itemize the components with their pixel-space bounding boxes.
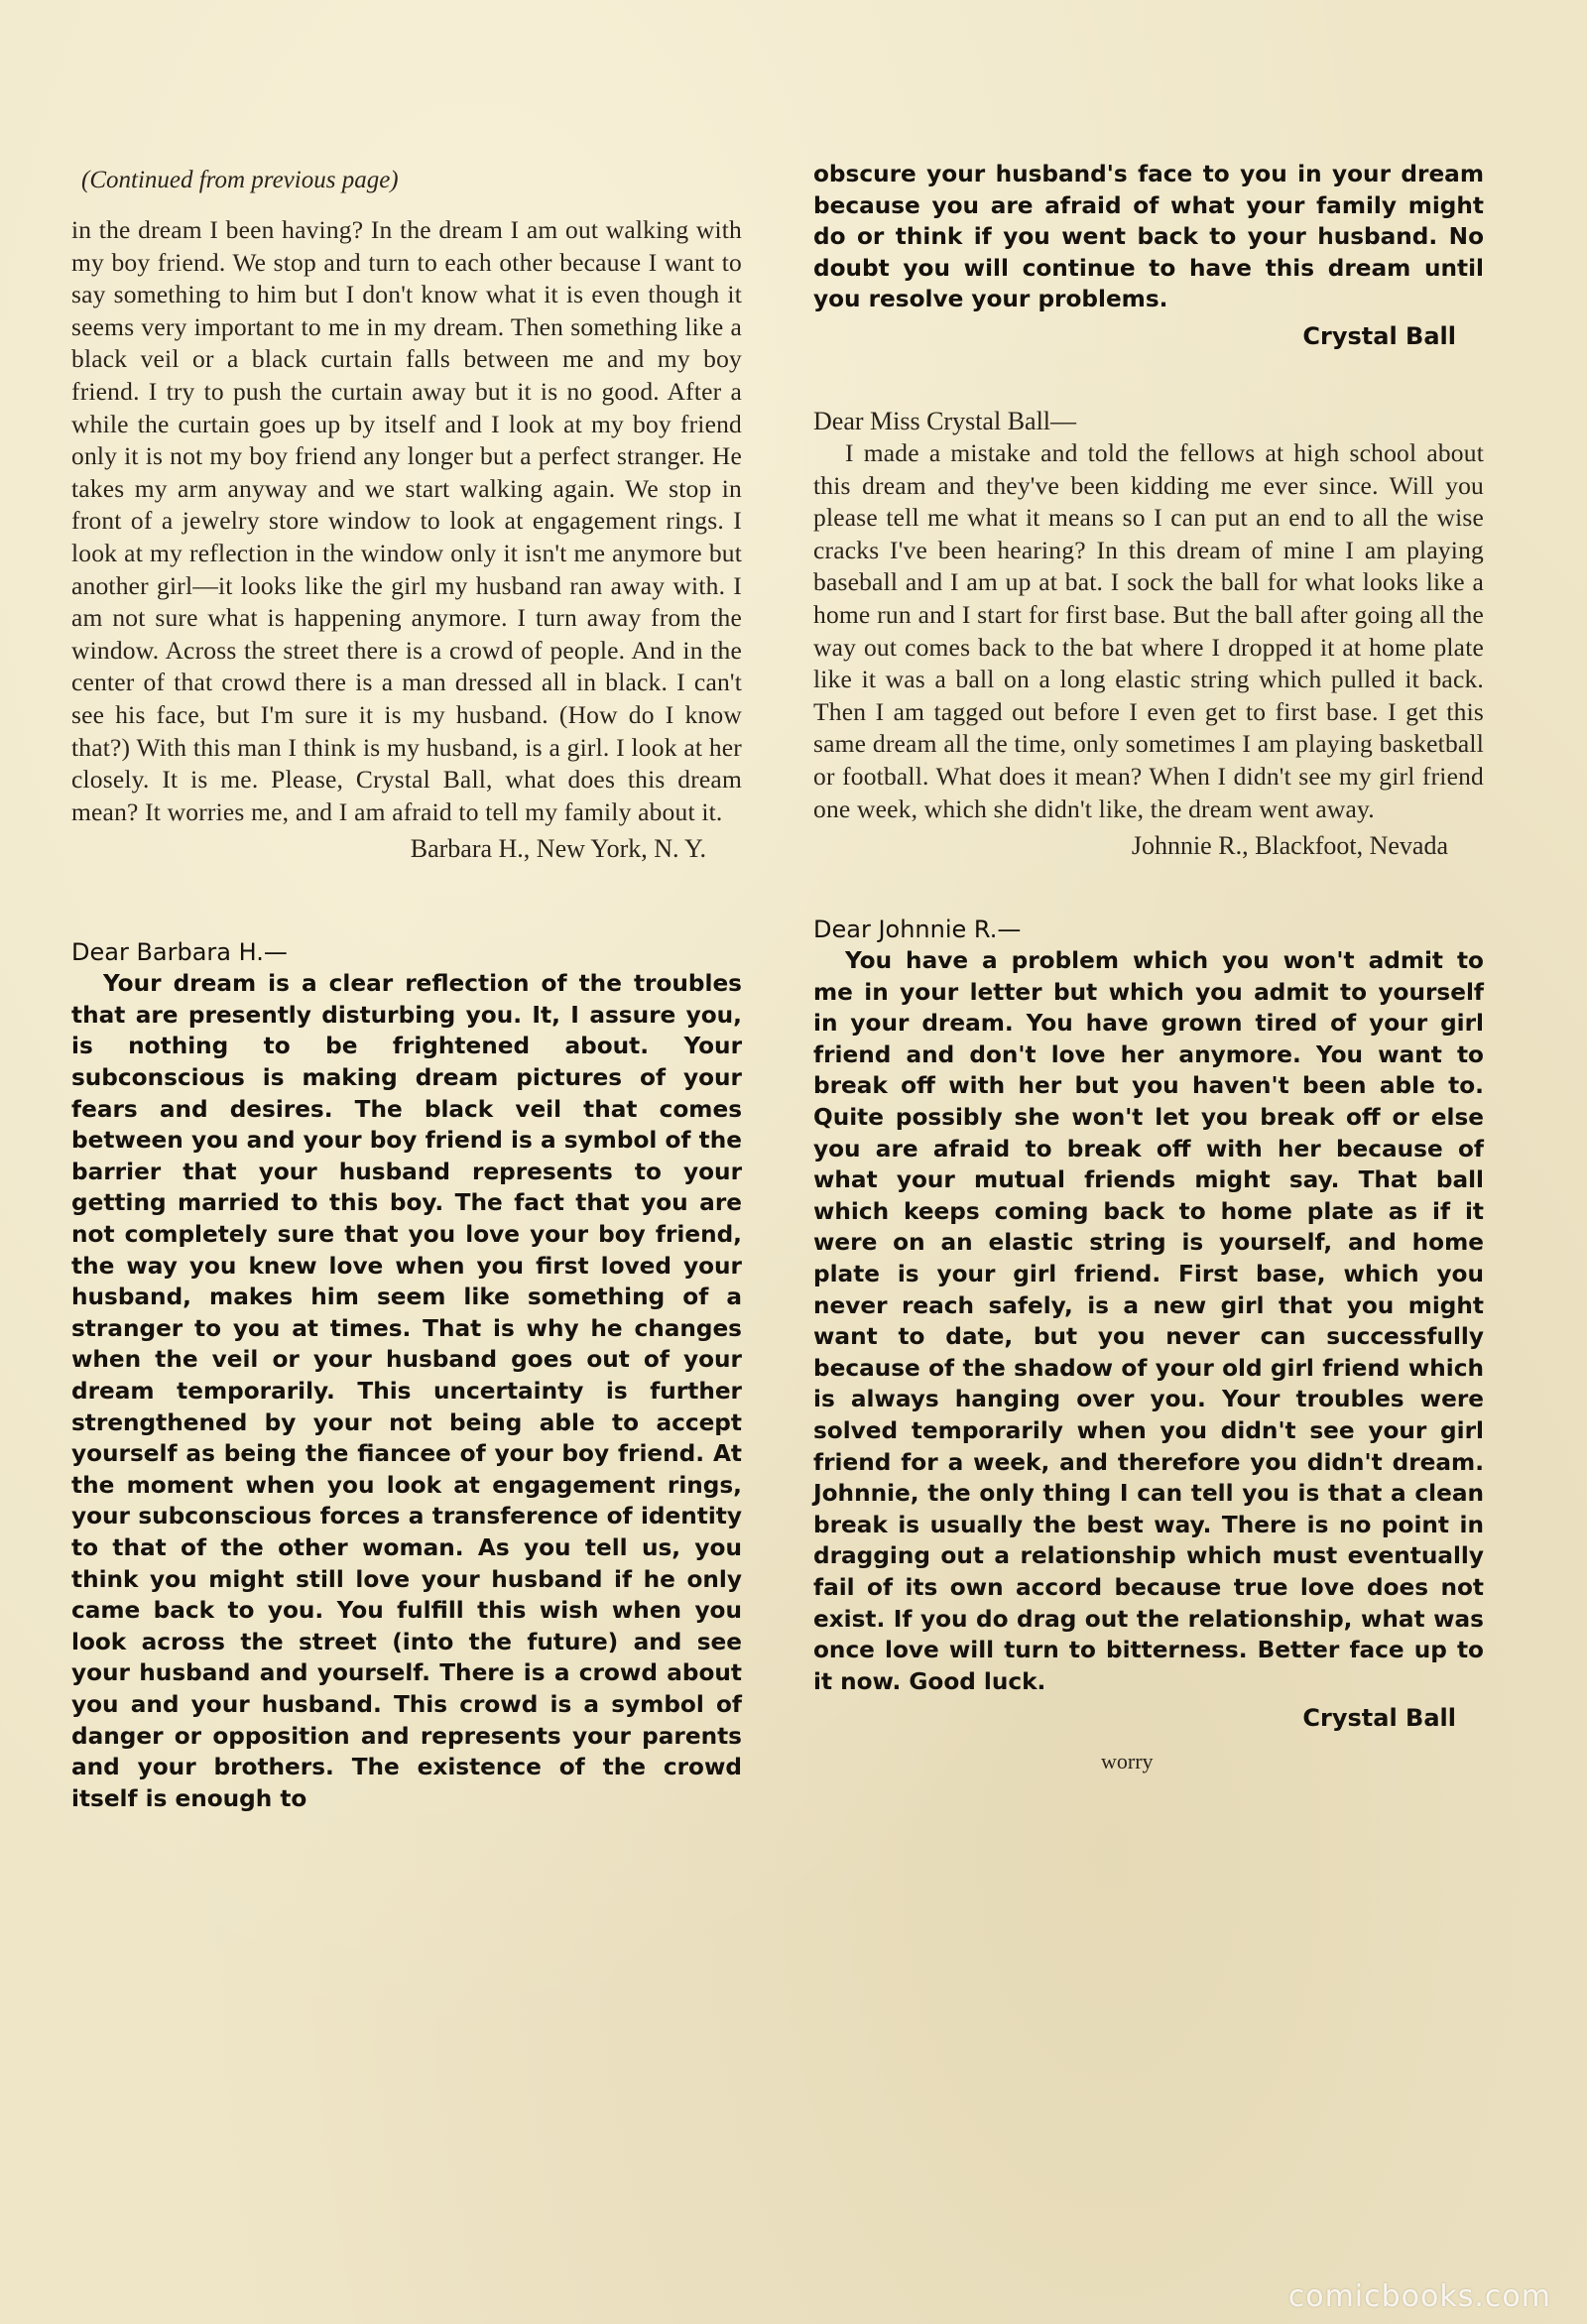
letter-barbara-body: in the dream I been having? In the dream I am out walking with my boy friend. We stop and turn to each other because I want to say something to him but I don't know what it is even though it seems very important to me in my dream. Then something like a black veil or a black curtain falls between me and my boy friend. I try to push the curtain away but it is no good. After a while the curtain goes up by itself and I look at my boy friend only it is not my boy friend any longer but a perfect stranger. He takes my arm anyway and we start walking again. We stop in front of a jewelry store window to look at engagement rings. I look at my reflection in the window only it isn't me anymore but another girl—it looks like the girl my husband ran away with. I am not sure what is happening anymore. I turn away from the window. Across the street there is a crowd of people. And in the center of that crowd there is a man dressed all in black. I can't see his face, but I'm sure it is my husband. (How do I know that?) With this man I think is my husband, is a girl. I look at her closely. It is me. Please, Crystal Ball, what does this dream mean? It worries me, and I am afraid to tell my family about it. bbox=[71, 215, 742, 826]
letter-barbara-signature: Barbara H., New York, N. Y. bbox=[410, 834, 706, 864]
answer-barbara-salutation: Dear Barbara H.— bbox=[71, 938, 288, 967]
handwritten-note: worry bbox=[1101, 1749, 1154, 1774]
answer-johnnie-signature: Crystal Ball bbox=[1302, 1704, 1456, 1733]
letter-johnnie-body: I made a mistake and told the fellows at high school about this dream and they've been kidding me ever since. Will you please tell me what it means so I can put an end to all the wise cracks I've been hearing? In this dream of mine I am playing baseball and I am up at bat. I sock the ball for what looks like a home run and I start for first base. But the ball after going all the way out comes back to the bat where I dropped it at home plate like it was a ball on a long elastic string which pulled it back. Then I am tagged out before I even get to first base. I get this same dream all the time, only sometimes I am playing basketball or football. What does it mean? When I didn't see my girl friend one week, which she didn't like, the dream went away. bbox=[813, 437, 1484, 823]
letter-johnnie-signature: Johnnie R., Blackfoot, Nevada bbox=[1131, 831, 1448, 861]
answer-johnnie-salutation: Dear Johnnie R.— bbox=[813, 916, 1022, 944]
answer-barbara-body: Your dream is a clear reflection of the troubles that are presently disturbing you. It, I assure you, is nothing to be frightened about. Your subconscious is making dream pictures of your fears and desires. The black veil that comes between you and your boy friend is a symbol of the barrier that your husband represents to your getting married to this boy. The fact that you are not completely sure that you love your boy friend, the way you knew love when you first loved your husband, makes him seem like something of a stranger to you at times. That is why he changes when the veil or your husband goes out of your dream temporarily. This uncertainty is further strengthened by your not being able to accept yourself as being the fiancee of your boy friend. At the moment when you look at engagement rings, your subconscious forces a transference of identity to that of the other woman. As you tell us, you think you might still love your husband if he only came back to you. You fulfill this wish when you look across the street (into the future) and see your husband and yourself. There is a crowd about you and your husband. This crowd is a symbol of danger or opposition and represents your parents and your brothers. The existence of the crowd itself is enough to bbox=[71, 970, 742, 1812]
spacer bbox=[813, 863, 1484, 915]
answer-barbara-continued: obscure your husband's face to you in your dream because you are afraid of what your family might do or think if you went back to your husband. No doubt you will continue to have this dream until you resolve your problems. bbox=[813, 161, 1484, 313]
continued-note: (Continued from previous page) bbox=[81, 167, 399, 193]
spacer bbox=[813, 353, 1484, 405]
right-column bbox=[813, 159, 1484, 1774]
spacer bbox=[71, 866, 742, 937]
letter-johnnie-salutation: Dear Miss Crystal Ball— bbox=[813, 406, 1077, 435]
answer-barbara-signature: Crystal Ball bbox=[1302, 321, 1456, 350]
site-watermark: comicbooks.com bbox=[1287, 2279, 1551, 2314]
answer-johnnie-body: You have a problem which you won't admit to me in your letter but which you admit to yourself in your dream. You have grown tired of your girl friend and don't love her anymore. You want to break off with her but you haven't been able to. Quite possibly she won't let you break off or else you are afraid to break off with her because of what your mutual friends might say. That ball which keeps coming back to home plate as if it were on an elastic string is yourself, and home plate is your girl friend. First base, which you never reach safely, is a new girl that you might want to date, but you never can successfully because of the shadow of your old girl friend which is always hanging over you. Your troubles were solved temporarily when you didn't see your girl friend for a week, and therefore you didn't dream. Johnnie, the only thing I can tell you is that a clean break is usually the best way. There is no point in dragging out a relationship which must eventually fail of its own accord because true love does not exist. If you do drag out the relationship, what was once love will turn to bitterness. Better face up to it now. Good luck. bbox=[813, 947, 1484, 1695]
left-column bbox=[71, 167, 742, 1814]
